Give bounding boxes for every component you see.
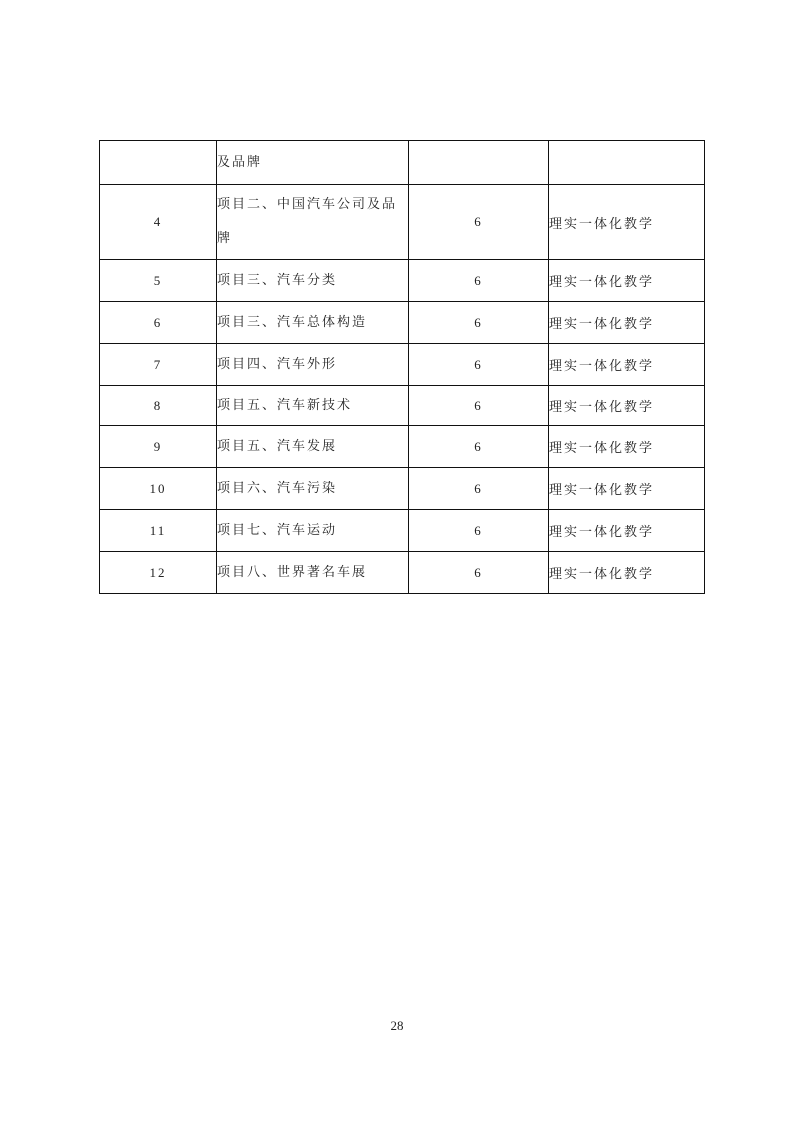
cell-teaching-method: 理实一体化教学 [549, 302, 705, 344]
cell-number: 10 [100, 468, 217, 510]
cell-hours: 6 [409, 302, 549, 344]
cell-teaching-method: 理实一体化教学 [549, 344, 705, 386]
cell-teaching-method: 理实一体化教学 [549, 260, 705, 302]
cell-number: 8 [100, 386, 217, 426]
cell-hours: 6 [409, 386, 549, 426]
table-row [100, 386, 705, 426]
table-row [100, 344, 705, 386]
cell-number: 12 [100, 552, 217, 594]
cell-project-name: 项目七、汽车运动 [217, 510, 409, 552]
cell-number [100, 141, 217, 185]
cell-number: 9 [100, 426, 217, 468]
table-row [100, 185, 705, 260]
table-row [100, 426, 705, 468]
cell-number: 11 [100, 510, 217, 552]
cell-project-name: 项目八、世界著名车展 [217, 552, 409, 594]
cell-teaching-method: 理实一体化教学 [549, 185, 705, 260]
page-number: 28 [390, 1018, 404, 1033]
table-row [100, 510, 705, 552]
table-row [100, 260, 705, 302]
cell-project-name: 项目二、中国汽车公司及品牌 [217, 185, 409, 260]
cell-teaching-method: 理实一体化教学 [549, 468, 705, 510]
cell-project-name: 项目四、汽车外形 [217, 344, 409, 386]
cell-number: 6 [100, 302, 217, 344]
cell-hours [409, 141, 549, 185]
cell-project-name: 项目三、汽车分类 [217, 260, 409, 302]
cell-teaching-method: 理实一体化教学 [549, 552, 705, 594]
cell-hours: 6 [409, 552, 549, 594]
cell-teaching-method [549, 141, 705, 185]
cell-hours: 6 [409, 344, 549, 386]
cell-number: 4 [100, 185, 217, 260]
cell-project-name: 项目五、汽车发展 [217, 426, 409, 468]
cell-project-name: 及品牌 [217, 141, 409, 185]
table-row [100, 468, 705, 510]
cell-number: 7 [100, 344, 217, 386]
cell-teaching-method: 理实一体化教学 [549, 510, 705, 552]
cell-hours: 6 [409, 468, 549, 510]
cell-hours: 6 [409, 426, 549, 468]
cell-project-name: 项目六、汽车污染 [217, 468, 409, 510]
course-schedule-table [99, 140, 705, 594]
table-row [100, 302, 705, 344]
cell-hours: 6 [409, 260, 549, 302]
cell-number: 5 [100, 260, 217, 302]
cell-project-name: 项目三、汽车总体构造 [217, 302, 409, 344]
cell-teaching-method: 理实一体化教学 [549, 426, 705, 468]
cell-hours: 6 [409, 185, 549, 260]
cell-hours: 6 [409, 510, 549, 552]
cell-teaching-method: 理实一体化教学 [549, 386, 705, 426]
table-row [100, 552, 705, 594]
table-row-continued [100, 141, 705, 185]
cell-project-name: 项目五、汽车新技术 [217, 386, 409, 426]
